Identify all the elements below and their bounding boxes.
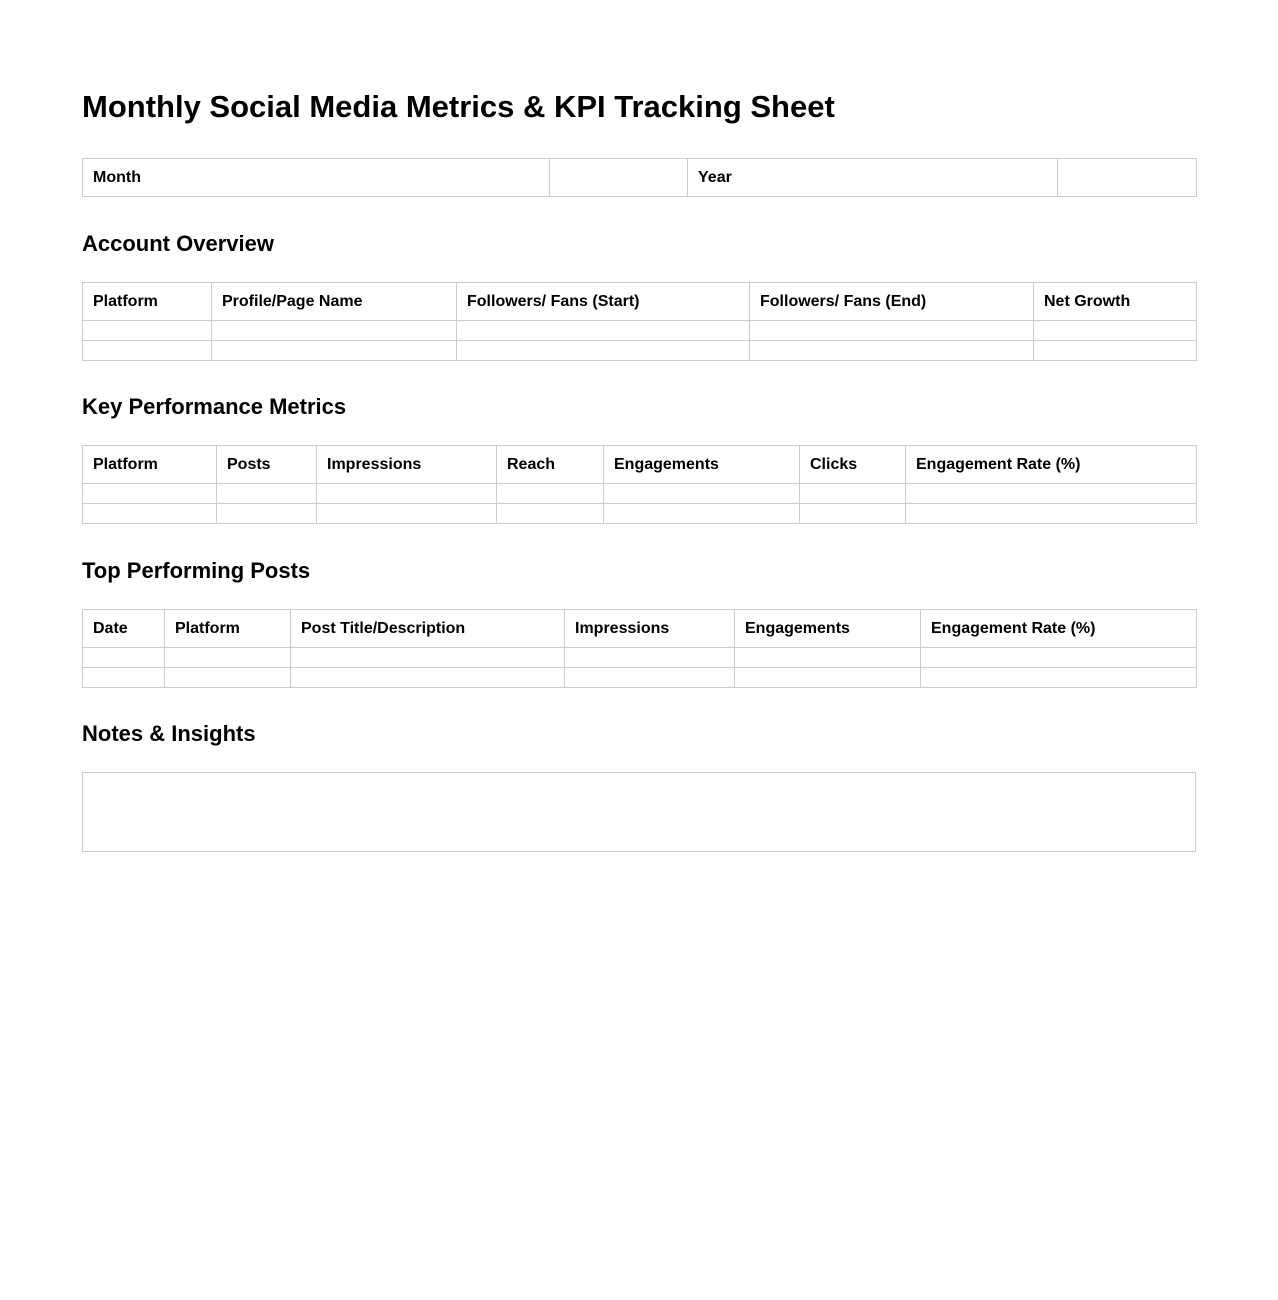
column-header: Post Title/Description	[291, 610, 565, 648]
meta-table-wrap	[82, 158, 1196, 197]
column-header: Impressions	[317, 446, 497, 484]
column-header: Engagements	[604, 446, 800, 484]
month-label: Month	[83, 159, 550, 197]
table-cell[interactable]	[83, 648, 165, 668]
table-cell[interactable]	[1034, 341, 1197, 361]
meta-table	[82, 158, 1197, 197]
top-posts-table	[82, 609, 1197, 688]
column-header: Posts	[217, 446, 317, 484]
column-header: Date	[83, 610, 165, 648]
table-row	[83, 484, 1197, 504]
table-cell[interactable]	[906, 484, 1197, 504]
table-cell[interactable]	[83, 668, 165, 688]
table-cell[interactable]	[165, 648, 291, 668]
table-row	[83, 321, 1197, 341]
month-input[interactable]	[550, 159, 688, 197]
table-cell[interactable]	[921, 668, 1197, 688]
table-cell[interactable]	[165, 668, 291, 688]
table-cell[interactable]	[497, 504, 604, 524]
table-cell[interactable]	[750, 341, 1034, 361]
table-cell[interactable]	[750, 321, 1034, 341]
column-header: Platform	[165, 610, 291, 648]
column-header: Engagement Rate (%)	[921, 610, 1197, 648]
column-header: Followers/ Fans (Start)	[457, 283, 750, 321]
column-header: Engagement Rate (%)	[906, 446, 1197, 484]
table-cell[interactable]	[604, 504, 800, 524]
table-cell[interactable]	[1034, 321, 1197, 341]
table-cell[interactable]	[291, 648, 565, 668]
table-row	[83, 341, 1197, 361]
table-cell[interactable]	[83, 484, 217, 504]
column-header: Clicks	[800, 446, 906, 484]
table-cell[interactable]	[457, 341, 750, 361]
table-cell[interactable]	[317, 504, 497, 524]
kpi-wrap	[82, 445, 1196, 524]
table-cell[interactable]	[317, 484, 497, 504]
table-cell[interactable]	[83, 504, 217, 524]
table-cell[interactable]	[735, 648, 921, 668]
page-title: Monthly Social Media Metrics & KPI Tracking Sheet	[82, 89, 835, 124]
table-cell[interactable]	[291, 668, 565, 688]
column-header: Net Growth	[1034, 283, 1197, 321]
column-header: Engagements	[735, 610, 921, 648]
kpi-table	[82, 445, 1197, 524]
table-cell[interactable]	[800, 484, 906, 504]
top-posts-heading: Top Performing Posts	[82, 558, 311, 583]
table-cell[interactable]	[565, 648, 735, 668]
table-cell[interactable]	[457, 321, 750, 341]
table-cell[interactable]	[212, 341, 457, 361]
column-header: Profile/Page Name	[212, 283, 457, 321]
table-cell[interactable]	[83, 341, 212, 361]
account-overview-heading: Account Overview	[82, 231, 274, 256]
table-cell[interactable]	[83, 321, 212, 341]
notes-heading: Notes & Insights	[82, 721, 256, 746]
table-cell[interactable]	[800, 504, 906, 524]
top-posts-wrap	[82, 609, 1196, 688]
table-row	[83, 648, 1197, 668]
table-cell[interactable]	[565, 668, 735, 688]
table-cell[interactable]	[604, 484, 800, 504]
table-cell[interactable]	[217, 484, 317, 504]
column-header: Impressions	[565, 610, 735, 648]
year-label: Year	[688, 159, 1058, 197]
account-overview-table	[82, 282, 1197, 361]
table-cell[interactable]	[906, 504, 1197, 524]
kpi-heading: Key Performance Metrics	[82, 394, 347, 419]
table-cell[interactable]	[217, 504, 317, 524]
table-cell[interactable]	[921, 648, 1197, 668]
column-header: Followers/ Fans (End)	[750, 283, 1034, 321]
table-cell[interactable]	[497, 484, 604, 504]
table-row	[83, 504, 1197, 524]
table-cell[interactable]	[212, 321, 457, 341]
table-row	[83, 668, 1197, 688]
column-header: Platform	[83, 446, 217, 484]
column-header: Platform	[83, 283, 212, 321]
table-cell[interactable]	[735, 668, 921, 688]
year-input[interactable]	[1058, 159, 1197, 197]
account-overview-wrap	[82, 282, 1196, 361]
column-header: Reach	[497, 446, 604, 484]
notes-box[interactable]	[82, 772, 1196, 852]
